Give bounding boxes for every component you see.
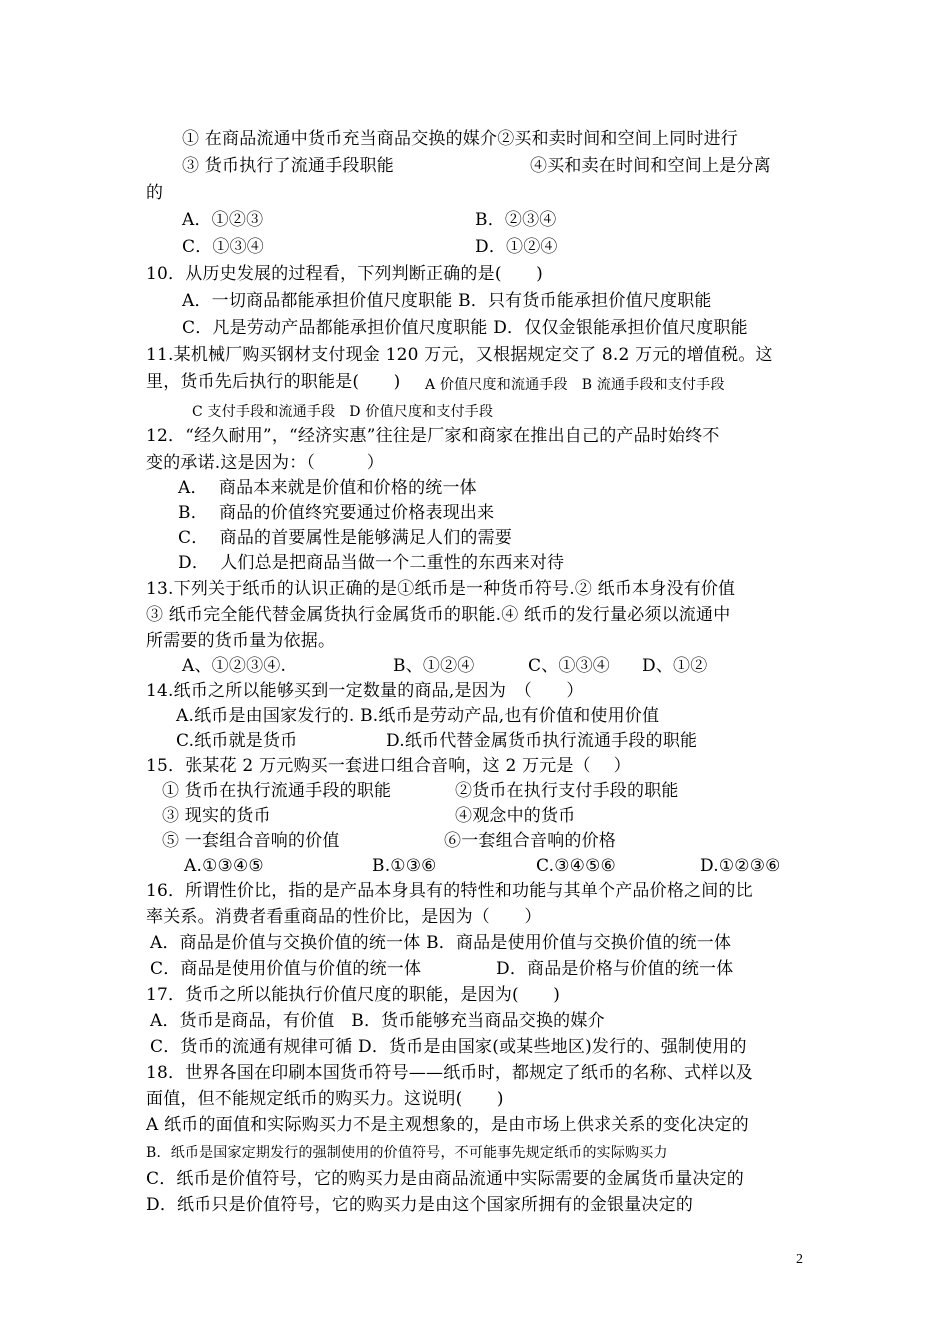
q18-answer-b: B．纸币是国家定期发行的强制使用的价值符号，不可能事先规定纸币的实际购买力 xyxy=(146,1145,668,1161)
q12-question-line-2: 变的承诺.这是因为：（ ） xyxy=(146,453,384,473)
q15-option-2: ②货币在执行支付手段的职能 xyxy=(455,781,679,801)
q14-answer-d: D.纸币代替金属货币执行流通手段的职能 xyxy=(386,731,698,751)
q17-answers-cd: C．货币的流通有规律可循 D．货币是由国家(或某些地区)发行的、强制使用的 xyxy=(150,1037,747,1057)
q9-option-line-2b: ④买和卖在时间和空间上是分离 xyxy=(530,156,771,176)
q11-question-line-2: 里，货币先后执行的职能是( ) xyxy=(146,372,401,392)
q12-answer-c: C． 商品的首要属性是能够满足人们的需要 xyxy=(178,528,513,548)
q18-question-line-1: 18．世界各国在印刷本国货币符号——纸币时，都规定了纸币的名称、式样以及 xyxy=(146,1063,753,1083)
q11-answers-cd: C 支付手段和流通手段 D 价值尺度和支付手段 xyxy=(192,404,494,420)
q13-answer-b: B、①②④ xyxy=(393,656,475,676)
q15-answer-d: D.①②③⑥ xyxy=(700,856,781,876)
q14-answers-ab: A.纸币是由国家发行的. B.纸币是劳动产品,也有价值和使用价值 xyxy=(176,706,660,726)
q17-answers-ab: A．货币是商品，有价值 B．货币能够充当商品交换的媒介 xyxy=(150,1011,605,1031)
q18-answer-a: A 纸币的面值和实际购买力不是主观想象的，是由市场上供求关系的变化决定的 xyxy=(146,1115,749,1135)
q15-option-4: ④观念中的货币 xyxy=(455,806,576,826)
q17-question: 17．货币之所以能执行价值尺度的职能，是因为( ) xyxy=(146,985,561,1005)
q11-question-line-1: 11.某机械厂购买钢材支付现金 120 万元，又根据规定交了 8.2 万元的增值税。这 xyxy=(146,345,773,365)
q11-answers-ab: A 价值尺度和流通手段 B 流通手段和支付手段 xyxy=(425,377,725,393)
q16-answers-ab: A．商品是价值与交换价值的统一体 B．商品是使用价值与交换价值的统一体 xyxy=(150,933,732,953)
q15-option-3: ③ 现实的货币 xyxy=(162,806,271,826)
q9-answer-d: D．①②④ xyxy=(475,237,558,257)
q16-answer-c: C．商品是使用价值与价值的统一体 xyxy=(150,959,422,979)
q15-option-5: ⑤ 一套组合音响的价值 xyxy=(162,831,340,851)
q15-option-6: ⑥一套组合音响的价格 xyxy=(444,831,616,851)
q9-option-line-1: ① 在商品流通中货币充当商品交换的媒介②买和卖时间和空间上同时进行 xyxy=(182,129,739,149)
q9-answer-a: A．①②③ xyxy=(182,210,264,230)
q9-option-line-2: ③ 货币执行了流通手段职能 xyxy=(182,156,395,176)
q16-question-line-1: 16．所谓性价比，指的是产品本身具有的特性和功能与其单个产品价格之间的比 xyxy=(146,881,753,901)
q12-answer-d: D． 人们总是把商品当做一个二重性的东西来对待 xyxy=(178,553,565,573)
q9-answer-c: C．①③④ xyxy=(182,237,265,257)
q15-answer-c: C.③④⑤⑥ xyxy=(536,856,616,876)
q12-answer-b: B． 商品的价值终究要通过价格表现出来 xyxy=(178,503,495,523)
q16-question-line-2: 率关系。消费者看重商品的性价比，是因为（ ） xyxy=(146,907,542,927)
q15-option-1: ① 货币在执行流通手段的职能 xyxy=(162,781,392,801)
q10-question: 10．从历史发展的过程看，下列判断正确的是( ) xyxy=(146,264,543,284)
q13-question-line-2: ③ 纸币完全能代替金属货执行金属货币的职能.④ 纸币的发行量必须以流通中 xyxy=(146,605,731,625)
q18-answer-d: D．纸币只是价值符号，它的购买力是由这个国家所拥有的金银量决定的 xyxy=(146,1195,694,1215)
q9-option-line-3: 的 xyxy=(146,183,164,203)
q10-answers-ab: A．一切商品都能承担价值尺度职能 B．只有货币能承担价值尺度职能 xyxy=(182,291,712,311)
q14-question: 14.纸币之所以能够买到一定数量的商品,是因为 （ ） xyxy=(146,681,584,701)
q12-answer-a: A． 商品本来就是价值和价格的统一体 xyxy=(178,478,477,498)
q15-answer-b: B.①③⑥ xyxy=(372,856,437,876)
q9-answer-b: B．②③④ xyxy=(475,210,557,230)
q18-answer-c: C．纸币是价值符号，它的购买力是由商品流通中实际需要的金属货币量决定的 xyxy=(146,1169,745,1189)
q15-answer-a: A.①③④⑤ xyxy=(184,856,264,876)
page-number: 2 xyxy=(796,1252,803,1267)
q13-answer-a: A、①②③④. xyxy=(182,656,287,676)
q13-answer-d: D、①② xyxy=(642,656,708,676)
q16-answer-d: D．商品是价格与价值的统一体 xyxy=(496,959,734,979)
q13-question-line-1: 13.下列关于纸币的认识正确的是①纸币是一种货币符号.② 纸币本身没有价值 xyxy=(146,579,736,599)
q12-question-line-1: 12．“经久耐用”，“经济实惠”往往是厂家和商家在推出自己的产品时始终不 xyxy=(146,426,720,446)
q10-answers-cd: C．凡是劳动产品都能承担价值尺度职能 D．仅仅金银能承担价值尺度职能 xyxy=(182,318,748,338)
q18-question-line-2: 面值，但不能规定纸币的购买力。这说明( ) xyxy=(146,1089,504,1109)
q13-question-line-3: 所需要的货币量为依据。 xyxy=(146,631,336,651)
q13-answer-c: C、①③④ xyxy=(528,656,611,676)
q15-question: 15．张某花 2 万元购买一套进口组合音响，这 2 万元是（ ） xyxy=(146,756,631,776)
q14-answer-c: C.纸币就是货币 xyxy=(176,731,298,751)
